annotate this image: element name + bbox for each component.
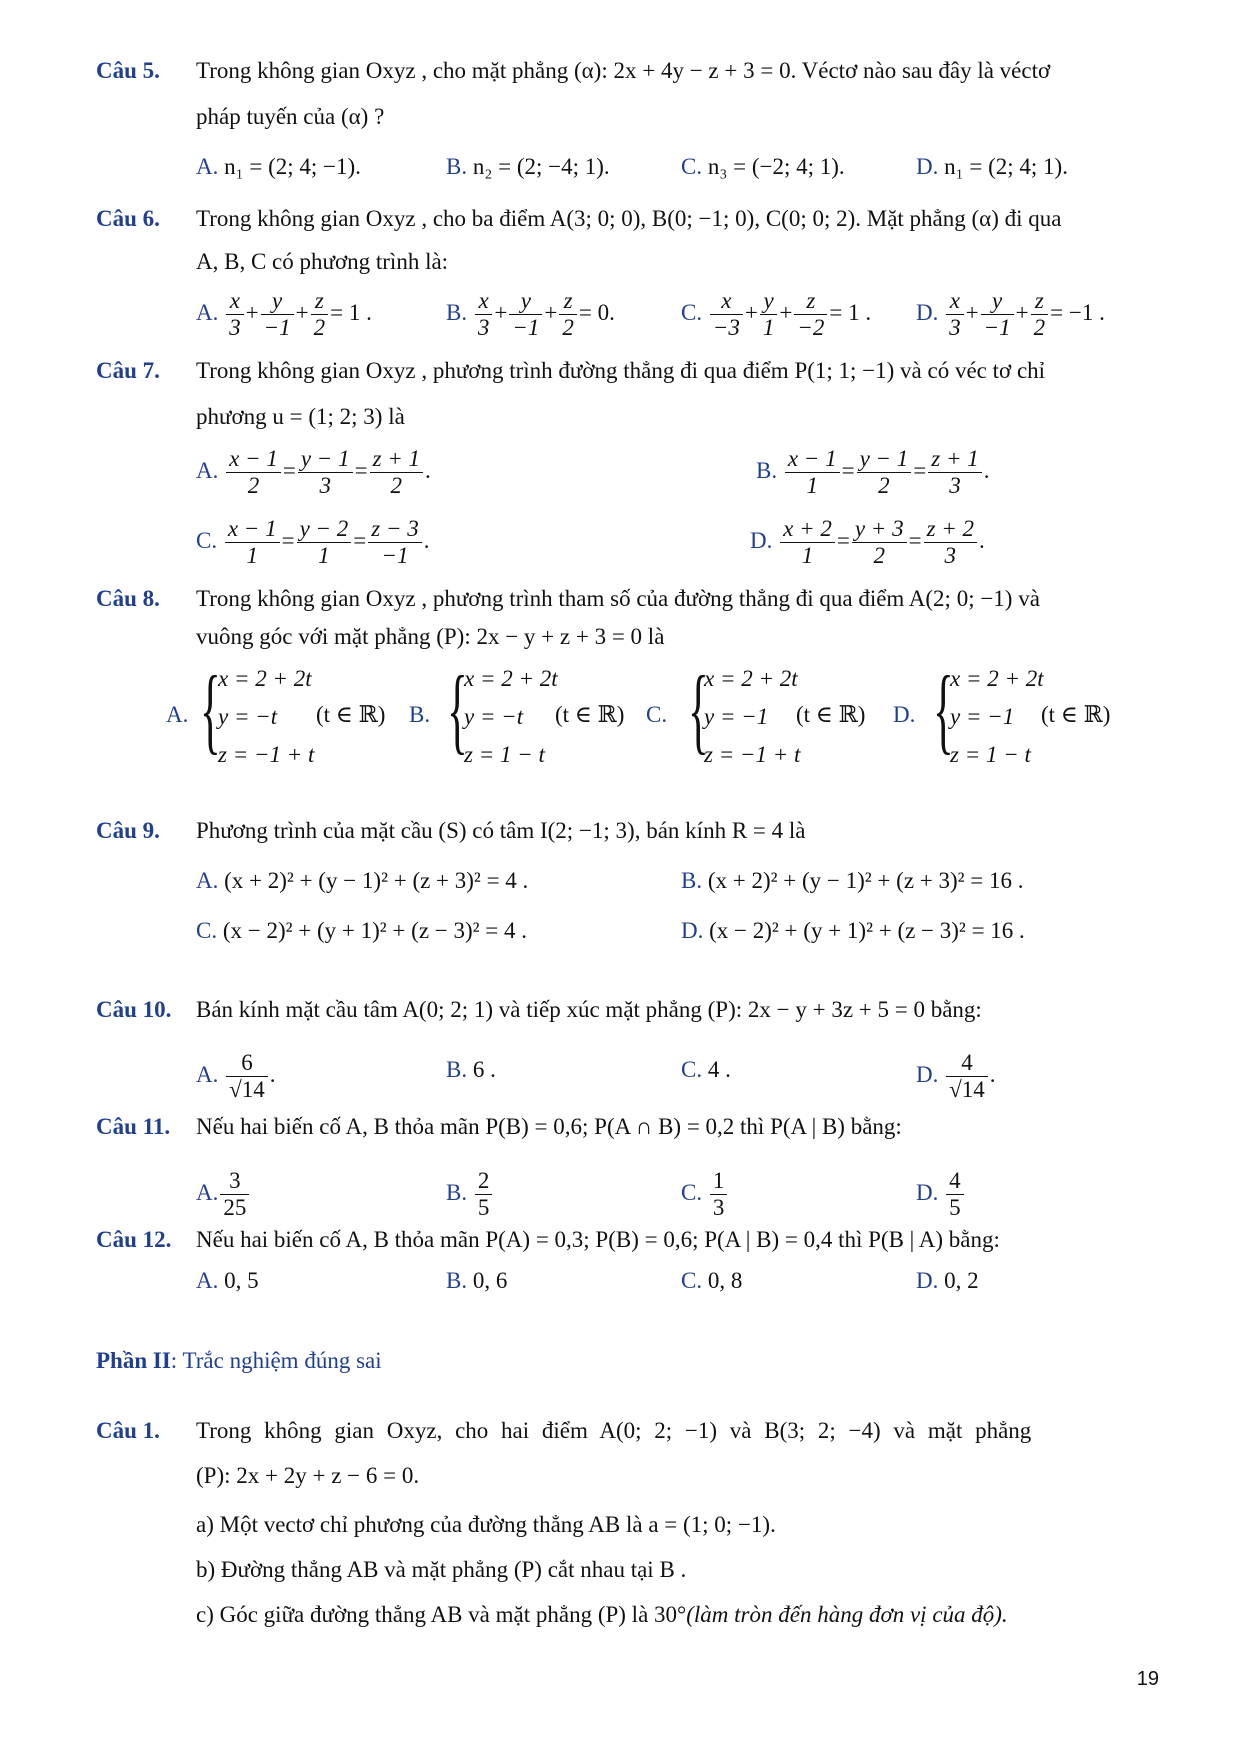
- answer-option: [446, 152, 610, 182]
- denominator: −1: [263, 315, 291, 340]
- answer-option: A. $\frac{x - 1}{2}$ = $\frac{y - 1}{3}$ = $\frac{z + 1}{2}$ .: [196, 446, 431, 498]
- answer-option: [166, 656, 416, 774]
- numerator: 1: [710, 1168, 728, 1195]
- question-text: Bán kính mặt cầu tâm A(0; 2; 1) và tiếp xúc mặt phẳng (P): 2x − y + 3z + 5 = 0 bằng:: [196, 997, 982, 1022]
- numerator: y − 1: [298, 446, 353, 473]
- denominator: 5: [949, 1195, 961, 1220]
- denominator: 2: [390, 473, 403, 498]
- equation: x = 2 + 2t: [218, 666, 312, 691]
- option-letter: B.: [756, 457, 778, 483]
- option-letter: D.: [916, 154, 939, 179]
- option-letter: B.: [446, 154, 468, 179]
- answer-text: (x − 2)² + (y + 1)² + (z − 3)² = 16 .: [709, 918, 1025, 943]
- question-text: Trong không gian Oxyz , cho ba điểm A(3; 0; 0), B(0; −1; 0), C(0; 0; 2). Mặt phẳng (α) đi qua: [196, 206, 1062, 231]
- denominator: √14: [229, 1077, 265, 1102]
- answer-option: [196, 152, 361, 182]
- question-text: Nếu hai biến cố A, B thỏa mãn P(B) = 0,6; P(A ∩ B) = 0,2 thì P(A | B) bằng:: [196, 1114, 902, 1139]
- equation: z = 1 − t: [950, 742, 1031, 767]
- section-heading-bold: Phần II: [96, 1348, 171, 1373]
- denominator: −3: [712, 315, 740, 340]
- answer-option: [681, 916, 1025, 946]
- numerator: z + 1: [370, 446, 423, 473]
- answer-text: 0, 8: [707, 1268, 743, 1293]
- denominator: 2: [247, 473, 260, 498]
- question-label: Câu 8.: [96, 586, 160, 611]
- denominator: 2: [1033, 315, 1046, 340]
- option-letter: C.: [681, 1057, 703, 1082]
- numerator: x − 1: [225, 516, 280, 543]
- numerator: y − 1: [857, 446, 912, 473]
- option-letter: C.: [681, 299, 703, 325]
- statement-a: a) Một vectơ chỉ phương của đường thẳng AB là a = (1; 0; −1).: [196, 1512, 776, 1537]
- answer-option: B. $\frac{x - 1}{1}$ = $\frac{y - 1}{2}$ = $\frac{z + 1}{3}$ .: [756, 446, 990, 498]
- answer-option: [446, 1266, 507, 1296]
- answer-text: 6 .: [472, 1057, 496, 1082]
- denominator: 1: [246, 543, 258, 568]
- denominator: −1: [512, 315, 540, 340]
- denominator: −1: [983, 315, 1011, 340]
- denominator: 25: [223, 1195, 247, 1220]
- answer-option: C. $\frac{x - 1}{1}$ = $\frac{y - 2}{1}$ = $\frac{z - 3}{-1}$ .: [196, 516, 430, 568]
- numerator: x: [226, 288, 244, 315]
- denominator: 3: [319, 473, 331, 498]
- question-label: Câu 11.: [96, 1114, 171, 1139]
- option-letter: D.: [893, 702, 916, 727]
- numerator: 4: [946, 1168, 964, 1195]
- answer-option: B. $\frac{x}{3}$ + $\frac{y}{-1}$ + $\frac{z}{2}$ = 0.: [446, 288, 615, 340]
- question-label: Câu 10.: [96, 997, 172, 1022]
- numerator: x − 1: [785, 446, 840, 473]
- equation: y = −1: [950, 704, 1015, 729]
- option-letter: A.: [196, 299, 219, 325]
- equation: x = 2 + 2t: [464, 666, 558, 691]
- answer-option: [916, 152, 1068, 182]
- param-note: (t ∈ ℝ): [796, 702, 866, 727]
- question-label: Câu 12.: [96, 1227, 172, 1252]
- statement-c-main: c) Góc giữa đường thẳng AB và mặt phẳng (P) là 30°: [196, 1602, 687, 1627]
- option-letter: B.: [446, 1057, 468, 1082]
- numerator: z + 1: [928, 446, 981, 473]
- denominator: 1: [762, 315, 775, 340]
- numerator: 6: [226, 1050, 268, 1077]
- answer-option: [681, 152, 845, 182]
- answer-option: D. $\frac{x + 2}{1}$ = $\frac{y + 3}{2}$ = $\frac{z + 2}{3}$ .: [750, 516, 985, 568]
- answer-text: 0, 6: [472, 1268, 508, 1293]
- statement-c: [196, 1600, 1008, 1630]
- answer-option: [446, 1168, 494, 1221]
- equation-rhs: = 0.: [578, 299, 615, 325]
- numerator: z: [794, 288, 827, 315]
- section-heading: [96, 1346, 382, 1376]
- statement-b: b) Đường thẳng AB và mặt phẳng (P) cắt nhau tại B .: [196, 1557, 687, 1582]
- equation: x = 2 + 2t: [950, 666, 1044, 691]
- answer-option: D. $\frac{4}{√14}$ .: [916, 1050, 996, 1102]
- numerator: x: [710, 288, 743, 315]
- option-letter: A.: [196, 154, 219, 179]
- answer-option: [446, 1055, 496, 1085]
- equation: y = −t: [218, 704, 278, 729]
- numerator: z: [1031, 288, 1049, 315]
- question-label: Câu 1.: [96, 1418, 160, 1443]
- statement-c-note: (làm tròn đến hàng đơn vị của độ).: [686, 1602, 1008, 1627]
- numerator: 3: [220, 1168, 249, 1195]
- question-label: Câu 5.: [96, 58, 160, 83]
- option-letter: A.: [196, 1061, 219, 1087]
- denominator: 3: [229, 315, 241, 340]
- answer-option: [681, 1266, 742, 1296]
- denominator: 2: [313, 315, 326, 340]
- equation: z = −1 + t: [218, 742, 315, 767]
- denominator: √14: [949, 1077, 985, 1102]
- option-letter: D.: [916, 1061, 939, 1087]
- answer-text: 0, 5: [224, 1268, 259, 1293]
- denominator: 3: [949, 315, 961, 340]
- denominator: 1: [806, 473, 818, 498]
- question-label: Câu 6.: [96, 206, 160, 231]
- numerator: y − 2: [297, 516, 352, 543]
- answer-text: 0, 2: [944, 1268, 979, 1293]
- answer-option: [681, 1055, 731, 1085]
- section-heading-rest: : Trắc nghiệm đúng sai: [170, 1348, 382, 1373]
- option-letter: C.: [681, 1268, 703, 1293]
- answer-option: A. $\frac{6}{√14}$ .: [196, 1050, 276, 1102]
- question-text: Trong không gian Oxyz , cho mặt phẳng (α): 2x + 4y − z + 3 = 0. Véctơ nào sau đây là véctơ: [196, 58, 1051, 83]
- equation-rhs: = 1 .: [829, 299, 872, 325]
- question-text: Phương trình của mặt cầu (S) có tâm I(2; −1; 3), bán kính R = 4 là: [196, 818, 806, 843]
- denominator: 2: [873, 543, 885, 568]
- answer-option: C. $\frac{x}{-3}$ + $\frac{y}{1}$ + $\frac{z}{-2}$ = 1 .: [681, 288, 872, 340]
- question-text: A, B, C có phương trình là:: [196, 249, 449, 274]
- numerator: z + 2: [924, 516, 977, 543]
- answer-option: [409, 656, 659, 774]
- option-letter: B.: [409, 702, 431, 727]
- question-text: pháp tuyến của (α) ?: [196, 104, 385, 129]
- option-letter: C.: [196, 527, 218, 553]
- option-letter: D.: [916, 299, 939, 325]
- option-letter: B.: [446, 299, 468, 325]
- numerator: 4: [946, 1050, 988, 1077]
- answer-option: [196, 916, 527, 946]
- numerator: y: [981, 288, 1014, 315]
- answer-option: [196, 866, 528, 896]
- numerator: y + 3: [852, 516, 907, 543]
- denominator: −1: [381, 543, 409, 568]
- numerator: x: [475, 288, 493, 315]
- brace-icon: {: [200, 656, 221, 763]
- denominator: 3: [712, 1195, 725, 1220]
- answer-text: (x − 2)² + (y + 1)² + (z − 3)² = 4 .: [222, 918, 528, 943]
- option-letter: C.: [646, 702, 668, 727]
- option-letter: B.: [681, 868, 703, 893]
- answer-text: 4 .: [707, 1057, 731, 1082]
- question-text: Nếu hai biến cố A, B thỏa mãn P(A) = 0,3; P(B) = 0,6; P(A | B) = 0,4 thì P(B | A) bằng:: [196, 1227, 1000, 1252]
- denominator: 2: [562, 315, 574, 340]
- numerator: y: [261, 288, 294, 315]
- option-letter: D.: [750, 527, 773, 553]
- answer-option: A. $\frac{x}{3}$ + $\frac{y}{-1}$ + $\frac{z}{2}$ = 1 .: [196, 288, 372, 340]
- answer-text: n₁ = (2; 4; 1).: [944, 154, 1068, 179]
- question-text: phương u = (1; 2; 3) là: [196, 404, 405, 429]
- denominator: 1: [801, 543, 814, 568]
- equation-rhs: = −1 .: [1050, 299, 1105, 325]
- denominator: −2: [797, 315, 825, 340]
- numerator: x + 2: [780, 516, 835, 543]
- option-letter: B.: [446, 1268, 468, 1293]
- numerator: y: [509, 288, 542, 315]
- param-note: (t ∈ ℝ): [1041, 702, 1111, 727]
- numerator: x − 1: [226, 446, 281, 473]
- answer-option: [916, 1266, 979, 1296]
- option-letter: C.: [681, 154, 703, 179]
- denominator: 1: [318, 543, 330, 568]
- denominator: 3: [944, 543, 957, 568]
- equation: z = −1 + t: [704, 742, 801, 767]
- denominator: 2: [878, 473, 890, 498]
- option-letter: D.: [916, 1268, 939, 1293]
- option-letter: D.: [916, 1179, 939, 1205]
- question-text: Trong không gian Oxyz, cho hai điểm A(0; 2; −1) và B(3; 2; −4) và mặt phẳng: [196, 1418, 1032, 1443]
- option-letter: A.: [166, 702, 189, 727]
- numerator: x: [946, 288, 964, 315]
- answer-option: [196, 1168, 251, 1221]
- brace-icon: {: [688, 656, 709, 763]
- answer-text: n₁ = (2; 4; −1).: [224, 154, 361, 179]
- option-letter: A.: [196, 1268, 219, 1293]
- numerator: z: [559, 288, 577, 315]
- option-letter: C.: [196, 918, 218, 943]
- denominator: 5: [477, 1195, 490, 1220]
- numerator: 2: [475, 1168, 493, 1195]
- answer-option: [681, 1168, 729, 1221]
- answer-option: [893, 656, 1143, 774]
- numerator: z: [311, 288, 329, 315]
- question-text: Trong không gian Oxyz , phương trình tham số của đường thẳng đi qua điểm A(2; 0; −1) và: [196, 586, 1040, 611]
- equation-rhs: = 1 .: [330, 299, 372, 325]
- answer-option: D. $\frac{x}{3}$ + $\frac{y}{-1}$ + $\frac{z}{2}$ = −1 .: [916, 288, 1105, 340]
- option-letter: C.: [681, 1179, 703, 1205]
- param-note: (t ∈ ℝ): [316, 702, 386, 727]
- equation: z = 1 − t: [464, 742, 545, 767]
- brace-icon: {: [447, 656, 468, 763]
- question-text: Trong không gian Oxyz , phương trình đường thẳng đi qua điểm P(1; 1; −1) và có véc tơ chỉ: [196, 358, 1046, 383]
- option-letter: A.: [196, 1179, 219, 1205]
- answer-option: [646, 656, 896, 774]
- option-letter: A.: [196, 868, 219, 893]
- numerator: z − 3: [368, 516, 421, 543]
- option-letter: B.: [446, 1179, 468, 1205]
- equation: y = −t: [464, 704, 524, 729]
- question-text: (P): 2x + 2y + z − 6 = 0.: [196, 1463, 420, 1488]
- equation: x = 2 + 2t: [704, 666, 798, 691]
- numerator: y: [760, 288, 778, 315]
- option-letter: A.: [196, 457, 219, 483]
- answer-option: [681, 866, 1024, 896]
- denominator: 3: [949, 473, 961, 498]
- equation: y = −1: [704, 704, 769, 729]
- page-number: 19: [1136, 1668, 1159, 1690]
- answer-option: [916, 1168, 966, 1221]
- answer-text: (x + 2)² + (y − 1)² + (z + 3)² = 16 .: [707, 868, 1024, 893]
- denominator: 3: [477, 315, 490, 340]
- param-note: (t ∈ ℝ): [555, 702, 625, 727]
- option-letter: D.: [681, 918, 704, 943]
- answer-text: n₃ = (−2; 4; 1).: [707, 154, 845, 179]
- brace-icon: {: [933, 656, 954, 763]
- question-label: Câu 9.: [96, 818, 160, 843]
- answer-option: [196, 1266, 259, 1296]
- answer-text: n₂ = (2; −4; 1).: [472, 154, 610, 179]
- answer-text: (x + 2)² + (y − 1)² + (z + 3)² = 4 .: [224, 868, 529, 893]
- question-label: Câu 7.: [96, 358, 160, 383]
- question-text: vuông góc với mặt phẳng (P): 2x − y + z + 3 = 0 là: [196, 624, 665, 649]
